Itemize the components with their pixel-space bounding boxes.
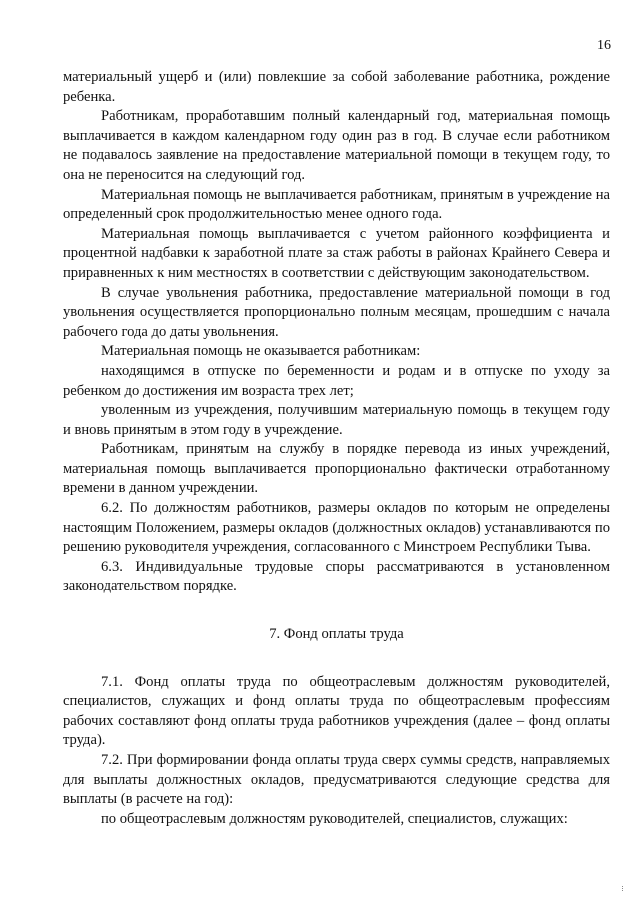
- scan-mark: [622, 886, 626, 891]
- paragraph-7-2: 7.2. При формировании фонда оплаты труда сверх суммы средств, направляемых для выплаты должностных окладов, предусматриваются следующие средства для выплаты (в расчете на год):: [63, 752, 610, 808]
- paragraph-7-1: 7.1. Фонд оплаты труда по общеотраслевым должностям руководителей, специалистов, служащих и фонд оплаты труда по общеотраслевым профессиям рабочих составляют фонд оплаты труда работников учреждения (далее – фонд оплаты труда).: [63, 673, 610, 749]
- paragraph-transfer: Работникам, принятым на службу в порядке перевода из иных учреждений, материальная помощь выплачивается пропорционально фактически отработанному времени в данном учреждении.: [63, 441, 610, 497]
- paragraph-full-year-assistance: Работникам, проработавшим полный календарный год, материальная помощь выплачивается в каждом календарном году один раз в год. В случае если работником не подавалось заявление на предоставление материальной помощи в текущем году, то она не переносится на следующий год.: [63, 108, 610, 183]
- paragraph-regional-coefficient: Материальная помощь выплачивается с учетом районного коэффициента и процентной надбавки к заработной плате за стаж работы в районах Крайнего Севера и приравненных к ним местностях в соответствии с действующим законодательством.: [63, 225, 610, 281]
- paragraph-6-2: 6.2. По должностям работников, размеры окладов по которым не определены настоящим Положением, размеры окладов (должностных окладов) устанавливаются по решению руководителя учреждения, согласованного с Минстроем Республики Тыва.: [63, 500, 610, 556]
- paragraph-dismissal: В случае увольнения работника, предоставление материальной помощи в год увольнения осуществляется пропорционально полным месяцам, прошедшим с начала рабочего года до даты увольнения.: [63, 284, 610, 340]
- paragraph-continuation: материальный ущерб и (или) повлекшие за собой заболевание работника, рождение ребенка.: [63, 69, 610, 105]
- page-number: 16: [597, 38, 611, 53]
- paragraph-general-positions: по общеотраслевым должностям руководителей, специалистов, служащих:: [101, 810, 568, 827]
- paragraph-not-provided-intro: Материальная помощь не оказывается работникам:: [101, 343, 421, 360]
- paragraph-rehired: уволенным из учреждения, получившим материальную помощь в текущем году и вновь принятым в этом году в учреждение.: [63, 402, 610, 438]
- paragraph-maternity-leave: находящимся в отпуске по беременности и родам и в отпуске по уходу за ребенком до достижения им возраста трех лет;: [63, 362, 610, 399]
- section-heading: 7. Фонд оплаты труда: [269, 626, 404, 643]
- paragraph-6-3: 6.3. Индивидуальные трудовые споры рассматриваются в установленном законодательством порядке.: [63, 558, 610, 595]
- paragraph-fixed-term-exclusion: Материальная помощь не выплачивается работникам, принятым в учреждение на определенный срок продолжительностью менее одного года.: [63, 186, 610, 223]
- document-body: [63, 68, 610, 829]
